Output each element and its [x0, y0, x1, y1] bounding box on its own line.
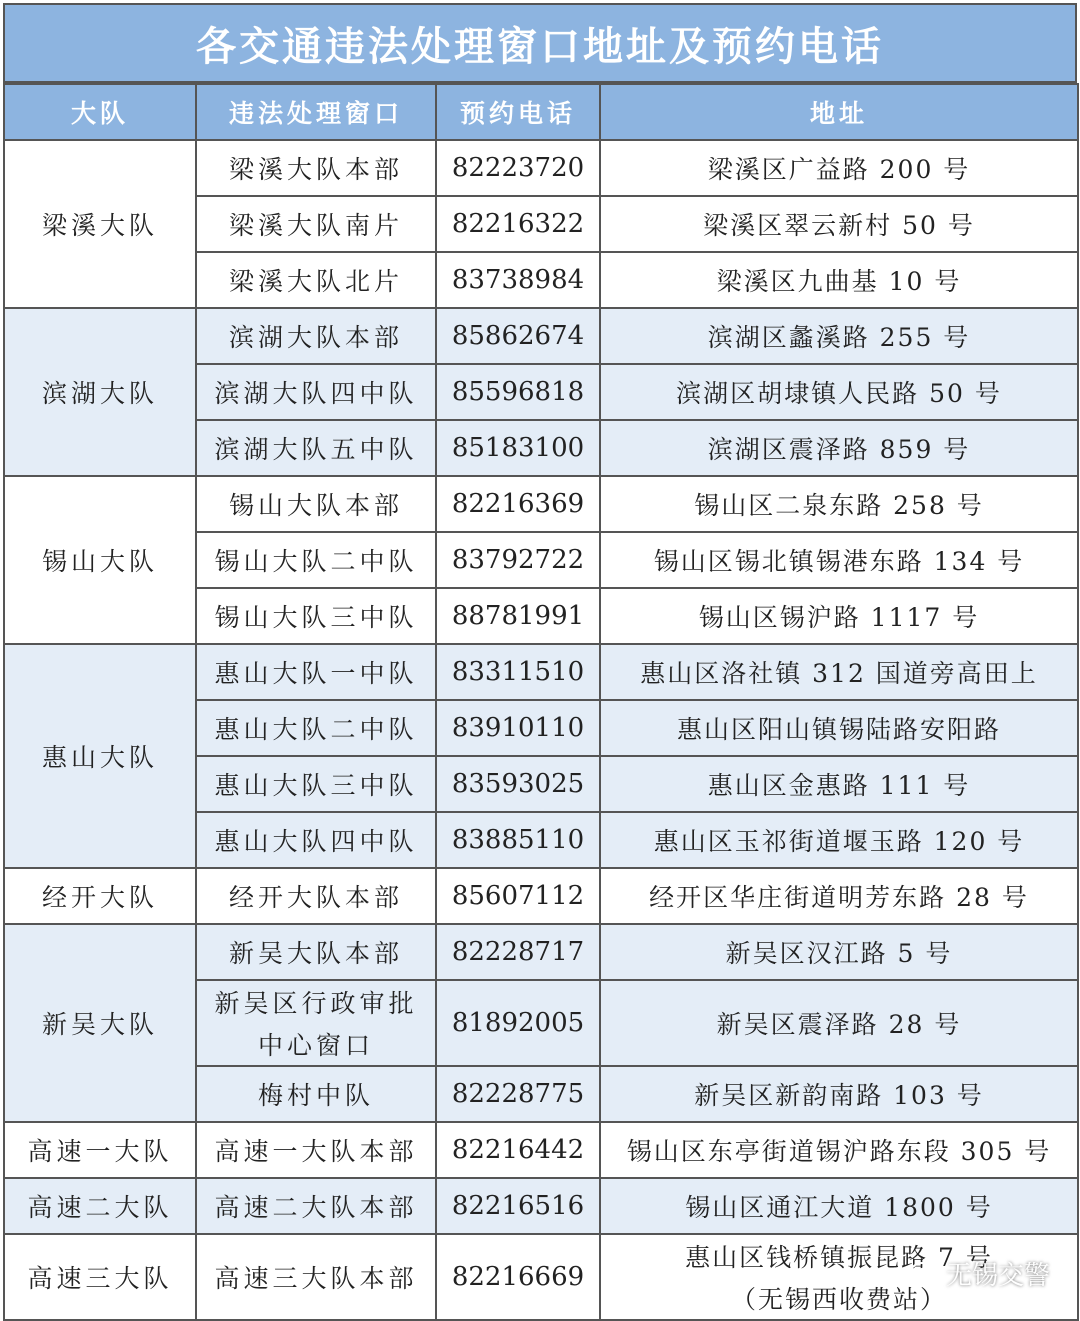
window-cell	[196, 700, 436, 756]
address-text: 锡山区锡北镇锡港东路 134 号	[653, 547, 1025, 576]
window-name: 锡山大队本部	[228, 491, 403, 520]
watermark	[910, 1255, 1050, 1292]
brigade-cell: 梁溪大队	[4, 140, 196, 308]
window-name: 锡山大队三中队	[214, 603, 418, 632]
phone-cell: 82216322	[436, 196, 600, 252]
address-cell	[600, 140, 1078, 196]
window-cell	[196, 1178, 436, 1234]
brigade-cell: 经开大队	[4, 868, 196, 924]
brigade-cell: 高速三大队	[4, 1234, 196, 1320]
address-text: 惠山区金惠路 111 号	[707, 771, 971, 800]
window-cell	[196, 756, 436, 812]
address-cell	[600, 588, 1078, 644]
window-name: 惠山大队二中队	[214, 715, 418, 744]
address-cell	[600, 812, 1078, 868]
phone-cell: 83593025	[436, 756, 600, 812]
address-text: 梁溪区翠云新村 50 号	[703, 211, 975, 240]
window-name: 梅村中队	[257, 1081, 374, 1110]
address-text: 锡山区锡沪路 1117 号	[698, 603, 980, 632]
window-name: 经开大队本部	[228, 883, 403, 912]
window-cell	[196, 252, 436, 308]
window-cell	[196, 588, 436, 644]
address-cell	[600, 980, 1078, 1066]
window-cell	[196, 476, 436, 532]
watermark-text: 无锡交警	[945, 1261, 1050, 1291]
phone-cell: 82216516	[436, 1178, 600, 1234]
address-cell	[600, 644, 1078, 700]
address-text: 新吴区震泽路 28 号	[716, 1010, 962, 1039]
window-cell	[196, 308, 436, 364]
window-name: 惠山大队一中队	[214, 659, 418, 688]
address-cell	[600, 924, 1078, 980]
table-row	[4, 1122, 1078, 1178]
address-cell	[600, 252, 1078, 308]
column-header: 地址	[600, 84, 1078, 140]
window-cell	[196, 364, 436, 420]
phone-cell: 85607112	[436, 868, 600, 924]
address-text: 惠山区钱桥镇振昆路 7 号	[685, 1243, 993, 1272]
column-header: 违法处理窗口	[196, 84, 436, 140]
table-header-row	[4, 84, 1078, 140]
address-text: 惠山区玉祁街道堰玉路 120 号	[653, 827, 1025, 856]
phone-cell: 82216442	[436, 1122, 600, 1178]
address-cell	[600, 868, 1078, 924]
address-cell	[600, 364, 1078, 420]
address-text: 经开区华庄街道明芳东路 28 号	[649, 883, 1029, 912]
phone-cell: 83885110	[436, 812, 600, 868]
table-row	[4, 476, 1078, 532]
window-name: 高速三大队本部	[214, 1264, 418, 1293]
window-name: 锡山大队二中队	[214, 547, 418, 576]
address-cell	[600, 700, 1078, 756]
address-text: 滨湖区蠡溪路 255 号	[707, 323, 971, 352]
brigade-cell: 高速一大队	[4, 1122, 196, 1178]
address-text: 梁溪区广益路 200 号	[707, 155, 971, 184]
address-cell	[600, 1178, 1078, 1234]
window-name: 滨湖大队五中队	[214, 435, 418, 464]
address-text: 新吴区新韵南路 103 号	[694, 1081, 984, 1110]
window-cell	[196, 924, 436, 980]
phone-cell: 82228717	[436, 924, 600, 980]
phone-cell: 85862674	[436, 308, 600, 364]
address-cell	[600, 476, 1078, 532]
window-name: 高速二大队本部	[214, 1193, 418, 1222]
address-text: 锡山区二泉东路 258 号	[694, 491, 984, 520]
column-header: 大队	[4, 84, 196, 140]
phone-cell: 82216369	[436, 476, 600, 532]
phone-cell: 82223720	[436, 140, 600, 196]
window-cell	[196, 644, 436, 700]
window-name: 滨湖大队四中队	[214, 379, 418, 408]
window-cell	[196, 420, 436, 476]
phone-cell: 83792722	[436, 532, 600, 588]
table-row	[4, 1178, 1078, 1234]
window-cell	[196, 868, 436, 924]
column-header: 预约电话	[436, 84, 600, 140]
table-row	[4, 868, 1078, 924]
window-name-line2: 中心窗口	[257, 1031, 374, 1060]
window-name: 梁溪大队本部	[228, 155, 403, 184]
window-name: 梁溪大队北片	[228, 267, 403, 296]
window-cell	[196, 532, 436, 588]
address-cell	[600, 196, 1078, 252]
brigade-cell: 高速二大队	[4, 1178, 196, 1234]
address-text: 滨湖区震泽路 859 号	[707, 435, 971, 464]
table-row	[4, 644, 1078, 700]
address-text: 锡山区通江大道 1800 号	[685, 1193, 993, 1222]
address-text-line2: （无锡西收费站）	[730, 1285, 947, 1314]
window-name: 惠山大队四中队	[214, 827, 418, 856]
window-name: 惠山大队三中队	[214, 771, 418, 800]
phone-cell: 81892005	[436, 980, 600, 1066]
phone-cell: 85596818	[436, 364, 600, 420]
window-cell	[196, 980, 436, 1066]
address-text: 梁溪区九曲基 10 号	[716, 267, 962, 296]
phone-cell: 82228775	[436, 1066, 600, 1122]
window-cell	[196, 812, 436, 868]
brigade-cell: 滨湖大队	[4, 308, 196, 476]
window-name: 梁溪大队南片	[228, 211, 403, 240]
window-cell	[196, 1066, 436, 1122]
address-cell	[600, 420, 1078, 476]
address-text: 锡山区东亭街道锡沪路东段 305 号	[626, 1137, 1052, 1166]
address-text: 新吴区汉江路 5 号	[725, 939, 953, 968]
window-cell	[196, 196, 436, 252]
brigade-cell: 锡山大队	[4, 476, 196, 644]
phone-cell: 88781991	[436, 588, 600, 644]
window-name: 滨湖大队本部	[228, 323, 403, 352]
page-title: 各交通违法处理窗口地址及预约电话	[3, 3, 1077, 83]
phone-cell: 83311510	[436, 644, 600, 700]
window-name: 新吴区行政审批	[214, 989, 418, 1018]
window-cell	[196, 140, 436, 196]
address-cell	[600, 1066, 1078, 1122]
brigade-cell: 惠山大队	[4, 644, 196, 868]
address-cell	[600, 532, 1078, 588]
window-name: 新吴大队本部	[228, 939, 403, 968]
table-body	[4, 140, 1078, 1320]
contact-table	[3, 83, 1079, 1321]
phone-cell: 82216669	[436, 1234, 600, 1320]
table-row	[4, 924, 1078, 980]
address-text: 滨湖区胡埭镇人民路 50 号	[676, 379, 1002, 408]
address-cell	[600, 756, 1078, 812]
phone-cell: 83738984	[436, 252, 600, 308]
phone-cell: 83910110	[436, 700, 600, 756]
phone-cell: 85183100	[436, 420, 600, 476]
address-cell	[600, 308, 1078, 364]
window-cell	[196, 1122, 436, 1178]
address-cell	[600, 1122, 1078, 1178]
address-text: 惠山区洛社镇 312 国道旁高田上	[640, 659, 1038, 688]
table-row	[4, 140, 1078, 196]
window-cell	[196, 1234, 436, 1320]
brigade-cell: 新吴大队	[4, 924, 196, 1122]
wechat-icon	[910, 1261, 940, 1287]
window-name: 高速一大队本部	[214, 1137, 418, 1166]
address-text: 惠山区阳山镇锡陆路安阳路	[676, 715, 1001, 744]
table-row	[4, 308, 1078, 364]
